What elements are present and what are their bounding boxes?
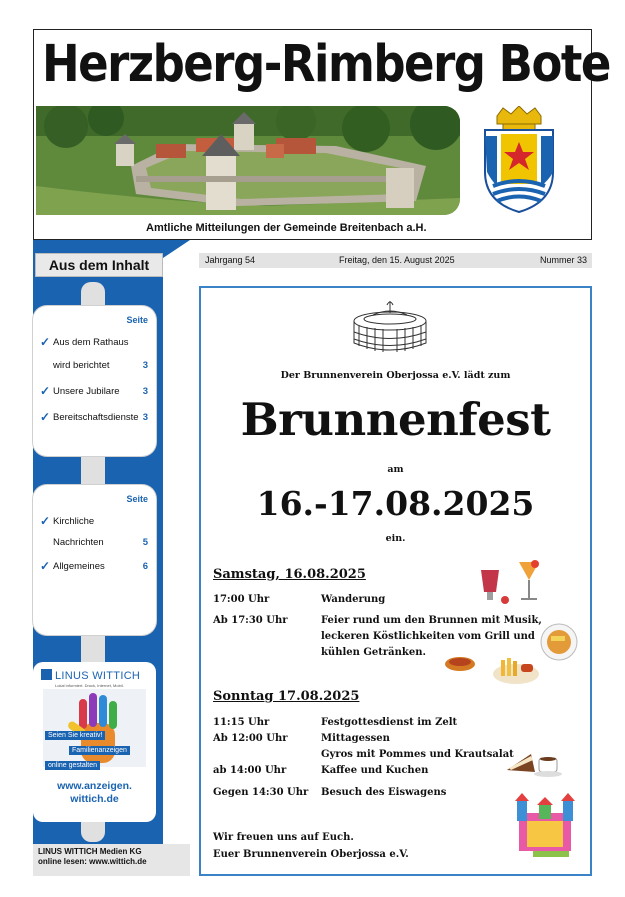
- toc-seite-label: Seite: [126, 315, 148, 325]
- toc-page-number: 3: [142, 360, 148, 371]
- advertisement[interactable]: [33, 662, 156, 822]
- volume-number: Jahrgang 54: [205, 255, 256, 265]
- poster-ein: ein.: [385, 533, 406, 544]
- check-icon: ✓: [40, 514, 51, 528]
- schedule-text: Besuch des Eiswagens: [321, 787, 447, 798]
- schedule-time: Ab 12:00 Uhr: [213, 733, 288, 744]
- toc-page-number: 6: [142, 561, 148, 572]
- issue-date: Freitag, den 15. August 2025: [339, 255, 455, 265]
- schedule-time: Ab 17:30 Uhr: [213, 615, 288, 626]
- toc-heading: Aus dem Inhalt: [35, 253, 163, 277]
- fries-icon: [491, 654, 541, 686]
- schedule-text: Kaffee und Kuchen: [321, 765, 429, 776]
- toc-page-number: 5: [142, 537, 148, 548]
- issue-number: Nummer 33: [539, 255, 587, 265]
- closing-signature: Euer Brunnenverein Oberjossa e.V.: [213, 849, 409, 860]
- check-icon: ✓: [40, 559, 51, 573]
- day-heading-sunday: Sonntag 17.08.2025: [213, 689, 360, 704]
- toc-item-label: Kirchliche: [53, 516, 95, 527]
- ad-label: Seien Sie kreativ!: [45, 731, 105, 740]
- schedule-time: 17:00 Uhr: [213, 594, 270, 605]
- toc-item-label: Nachrichten: [53, 537, 104, 548]
- toc-box-1: [33, 306, 156, 456]
- logo-square-icon: [41, 669, 52, 680]
- painted-hand-icon: [43, 689, 146, 767]
- poster-title: Brunnenfest: [240, 393, 551, 446]
- toc-item-label: Unsere Jubilare: [53, 386, 120, 397]
- schedule-text: Gyros mit Pommes und Krautsalat: [321, 749, 514, 760]
- ad-url[interactable]: www.anzeigen.: [57, 780, 132, 792]
- schedule-text: Feier rund um den Brunnen mit Musik, leckeren Köstlichkeiten vom Grill und kühlen Getränken.: [321, 615, 542, 658]
- coat-of-arms: [483, 106, 555, 214]
- closing-line: Wir freuen uns auf Euch.: [213, 832, 354, 843]
- poster-date: 16.-17.08.2025: [256, 484, 535, 523]
- toc-seite-label: Seite: [126, 494, 148, 504]
- publisher-name: LINUS WITTICH Medien KG: [38, 847, 142, 856]
- newspaper-subtitle: Amtliche Mitteilungen der Gemeinde Breitenbach a.H.: [146, 222, 427, 234]
- schedule-time: 11:15 Uhr: [213, 717, 270, 728]
- ad-tagline: Lokal informiert. Druck, Internet, Mobil.: [55, 683, 124, 688]
- day-heading-saturday: Samstag, 16.08.2025: [213, 567, 366, 582]
- sidebar-footer: [33, 844, 190, 876]
- bratwurst-icon: [443, 652, 477, 674]
- schedule-text: Wanderung: [321, 594, 386, 605]
- toc-box-2: [33, 485, 156, 635]
- toc-page-number: 3: [142, 412, 148, 423]
- issue-info-bar: [199, 253, 592, 268]
- plate-icon: [537, 622, 581, 662]
- sidebar: [33, 240, 190, 876]
- schedule-time: Gegen 14:30 Uhr: [213, 787, 309, 798]
- publisher-url[interactable]: online lesen: www.wittich.de: [38, 857, 147, 866]
- schedule-text: Festgottesdienst im Zelt: [321, 717, 458, 728]
- schedule-text: Mittagessen: [321, 733, 390, 744]
- bouncy-castle-icon: [513, 793, 577, 859]
- event-poster: [199, 286, 592, 876]
- ad-label: online gestalten: [45, 761, 100, 770]
- newspaper-title: Herzberg-Rimberg Bote: [42, 34, 610, 94]
- schedule-time: ab 14:00 Uhr: [213, 765, 287, 776]
- toc-page-number: 3: [142, 386, 148, 397]
- toc-item-label: wird berichtet: [53, 360, 110, 371]
- toc-item-label: Aus dem Rathaus: [53, 337, 129, 348]
- poster-am: am: [387, 464, 404, 475]
- cake-and-coffee-icon: [505, 744, 563, 780]
- poster-closing: [213, 829, 409, 863]
- ad-label: Familienanzeigen: [69, 746, 130, 755]
- masthead: [33, 29, 610, 240]
- ad-url[interactable]: wittich.de: [70, 793, 119, 805]
- cocktail-icon: [477, 560, 547, 608]
- poster-invitation: Der Brunnenverein Oberjossa e.V. lädt zum: [280, 370, 511, 381]
- toc-item-label: Bereitschaftsdienste: [53, 412, 139, 423]
- toc-item-label: Allgemeines: [53, 561, 105, 572]
- fountain-icon: [343, 299, 437, 361]
- check-icon: ✓: [40, 410, 51, 424]
- check-icon: ✓: [40, 335, 51, 349]
- ad-logo: [41, 669, 140, 682]
- castle-photo: [36, 106, 460, 215]
- ad-brand: LINUS WITTICH: [55, 670, 141, 682]
- check-icon: ✓: [40, 384, 51, 398]
